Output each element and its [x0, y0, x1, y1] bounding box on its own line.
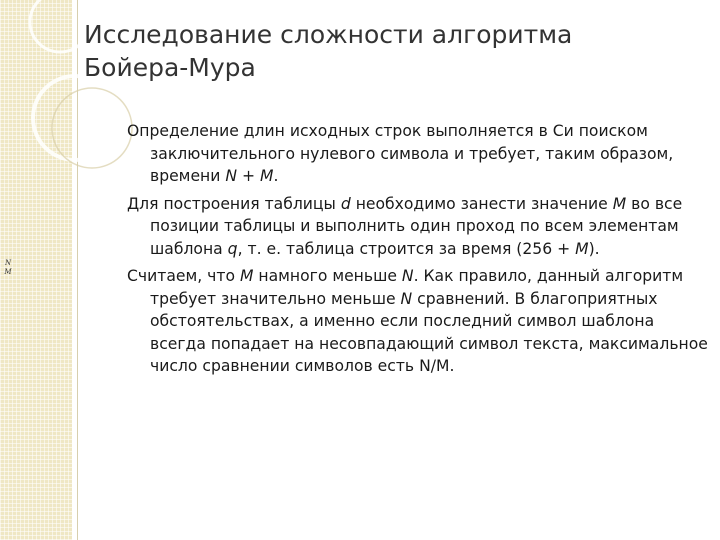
math-variable: N	[225, 167, 237, 185]
text-run: во все позиции таблицы и выполнить один проход по всем элементам шаблона	[150, 194, 683, 258]
text-run: сравнений. В благоприятных обстоятельствах, а именно если последний символ шаблона всегда попадает на несовпадающий символ текста, максимальное число сравнении символов есть N/M.	[150, 289, 708, 375]
side-fraction-numerator: N	[4, 259, 12, 267]
paragraph	[127, 265, 712, 378]
text-run: ).	[588, 239, 600, 258]
math-variable: M	[612, 194, 627, 213]
paragraph	[127, 193, 712, 261]
text-run: Определение длин исходных строк выполняется в Си поиском заключительного нулевого символа и требует, таким образом, времени	[127, 122, 674, 185]
text-run: необходимо занести значение	[350, 194, 613, 213]
text-run: . Как правило, данный алгоритм требует значительно меньше	[150, 267, 684, 308]
text-run: +	[237, 167, 260, 185]
math-variable: N	[401, 267, 414, 285]
text-run: Считаем, что	[127, 267, 240, 285]
side-fraction	[3, 259, 13, 277]
paragraph	[127, 120, 712, 188]
math-variable: M	[575, 239, 589, 258]
math-variable: d	[340, 194, 351, 213]
math-variable: M	[259, 167, 274, 185]
slide-title	[84, 18, 572, 84]
math-variable: q	[227, 239, 238, 258]
math-variable: N	[400, 289, 413, 308]
text-run: намного меньше	[253, 267, 402, 285]
text-run: , т. е. таблица строится за время (256 +	[237, 239, 576, 258]
slide-title-line: Исследование сложности алгоритма	[84, 20, 573, 49]
slide-body	[127, 120, 712, 383]
math-variable: M	[239, 267, 254, 285]
text-run: Для построения таблицы	[127, 194, 341, 213]
text-run: .	[273, 167, 279, 185]
slide-title-line: Бойера-Мура	[84, 53, 256, 82]
side-fraction-denominator: M	[4, 268, 12, 276]
